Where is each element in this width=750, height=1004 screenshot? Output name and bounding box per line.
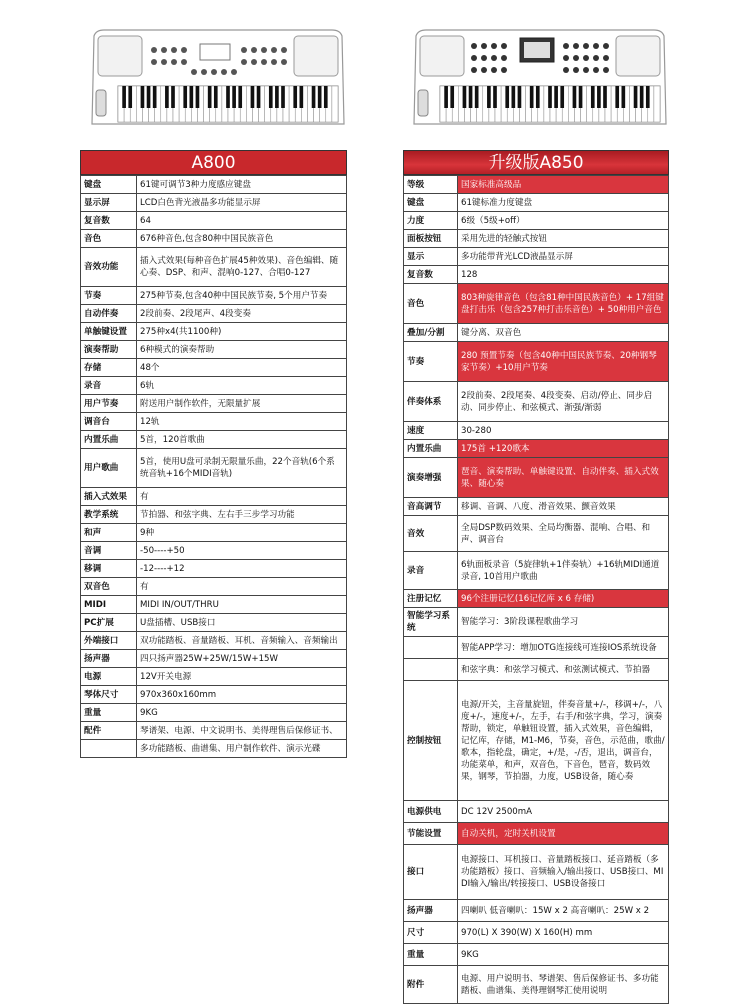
- spec-value: 四只扬声器25W+25W/15W+15W: [137, 650, 347, 668]
- black-key: [530, 86, 534, 108]
- spec-value: 2段前奏、2段尾声、4段变奏: [137, 305, 347, 323]
- black-key: [469, 86, 473, 108]
- black-key: [463, 86, 467, 108]
- black-key: [554, 86, 558, 108]
- spec-label: 配件: [81, 722, 137, 740]
- spec-row: [81, 614, 347, 632]
- spec-value: 节拍器、和弦字典、左右手三步学习功能: [137, 506, 347, 524]
- spec-value: 国家标准高级品: [458, 176, 669, 194]
- spec-value: 琶音、演奏帮助、单触键设置、自动伴奏、插入式效果、随心奏: [458, 458, 669, 498]
- spec-row: [81, 650, 347, 668]
- spec-row: [81, 248, 347, 287]
- black-key: [275, 86, 279, 108]
- spec-row: [81, 377, 347, 395]
- spec-row: [404, 422, 669, 440]
- black-key: [153, 86, 157, 108]
- spec-value: 970x360x160mm: [137, 686, 347, 704]
- spec-label: [404, 637, 458, 659]
- spec-row: [404, 590, 669, 608]
- spec-row: [404, 342, 669, 382]
- spec-row: [404, 440, 669, 458]
- spec-value: 30-280: [458, 422, 669, 440]
- spec-row: [81, 740, 347, 758]
- black-key: [269, 86, 273, 108]
- spec-label: 键盘: [404, 194, 458, 212]
- spec-value: 多功能踏板、曲谱集、用户制作软件、演示光碟: [137, 740, 347, 758]
- spec-label: 扬声器: [404, 900, 458, 922]
- spec-row: [404, 966, 669, 1004]
- spec-row: [404, 284, 669, 324]
- spec-value: 970(L) X 390(W) X 160(H) mm: [458, 922, 669, 944]
- spec-value: 有: [137, 488, 347, 506]
- spec-label: 音调: [81, 542, 137, 560]
- black-key: [300, 86, 304, 108]
- black-key: [548, 86, 552, 108]
- black-key: [238, 86, 242, 108]
- spec-label: 音色: [404, 284, 458, 324]
- spec-label: 复音数: [404, 266, 458, 284]
- spec-label: 显示: [404, 248, 458, 266]
- spec-value: 和弦字典：和弦学习模式、和弦测试模式、节拍器: [458, 659, 669, 681]
- black-key: [505, 86, 509, 108]
- spec-value: 双功能踏板、音量踏板、耳机、音频输入、音频输出: [137, 632, 347, 650]
- spec-value: 附送用户制作软件，无限量扩展: [137, 395, 347, 413]
- spec-label: 琴体尺寸: [81, 686, 137, 704]
- black-key: [190, 86, 194, 108]
- black-key: [318, 86, 322, 108]
- black-key: [634, 86, 638, 108]
- spec-value: 61键标准力度键盘: [458, 194, 669, 212]
- spec-row: [81, 668, 347, 686]
- a800-spec-column: [80, 150, 347, 758]
- spec-label: 节奏: [404, 342, 458, 382]
- black-key: [646, 86, 650, 108]
- spec-label: 节能设置: [404, 823, 458, 845]
- black-key: [493, 86, 497, 108]
- white-key: [654, 86, 660, 122]
- spec-row: [81, 323, 347, 341]
- spec-label: 双音色: [81, 578, 137, 596]
- spec-label: 等级: [404, 176, 458, 194]
- spec-value: 12轨: [137, 413, 347, 431]
- spec-value: 275种节奏,包含40种中国民族节奏, 5个用户节奏: [137, 287, 347, 305]
- black-key: [141, 86, 145, 108]
- spec-label: 面板按钮: [404, 230, 458, 248]
- spec-row: [404, 681, 669, 801]
- black-key: [622, 86, 626, 108]
- spec-label: 键盘: [81, 176, 137, 194]
- spec-value: 5首，使用U盘可录制无限量乐曲，22个音轨(6个系统音轨+16个MIDI音轨): [137, 449, 347, 488]
- spec-label: 移调: [81, 560, 137, 578]
- spec-value: 2段前奏、2段尾奏、4段变奏、启动/停止、同步启动、同步停止、和弦模式、渐强/渐弱: [458, 382, 669, 422]
- spec-row: [81, 686, 347, 704]
- spec-row: [404, 458, 669, 498]
- spec-label: 音色: [81, 230, 137, 248]
- spec-label: 电源: [81, 668, 137, 686]
- spec-label: 演奏帮助: [81, 341, 137, 359]
- black-key: [251, 86, 255, 108]
- black-key: [591, 86, 595, 108]
- spec-label: 力度: [404, 212, 458, 230]
- spec-label: [404, 659, 458, 681]
- spec-value: U盘插槽、USB接口: [137, 614, 347, 632]
- black-key: [312, 86, 316, 108]
- spec-row: [404, 266, 669, 284]
- spec-row: [404, 248, 669, 266]
- black-key: [450, 86, 454, 108]
- spec-label: 音高调节: [404, 498, 458, 516]
- spec-value: 9KG: [458, 944, 669, 966]
- black-key: [536, 86, 540, 108]
- a800-title: A800: [80, 150, 347, 175]
- spec-row: [404, 552, 669, 590]
- spec-value: MIDI IN/OUT/THRU: [137, 596, 347, 614]
- spec-label: 显示屏: [81, 194, 137, 212]
- black-key: [640, 86, 644, 108]
- spec-label: 用户节奏: [81, 395, 137, 413]
- spec-value: 6轨: [137, 377, 347, 395]
- spec-label: 内置乐曲: [404, 440, 458, 458]
- a850-title: 升级版A850: [403, 150, 669, 175]
- black-key: [597, 86, 601, 108]
- spec-row: [81, 413, 347, 431]
- spec-value: -12----+12: [137, 560, 347, 578]
- spec-value: 9KG: [137, 704, 347, 722]
- spec-row: [81, 632, 347, 650]
- black-key: [214, 86, 218, 108]
- spec-label: 音效功能: [81, 248, 137, 287]
- spec-label: 音效: [404, 516, 458, 552]
- spec-row: [81, 341, 347, 359]
- spec-row: [81, 596, 347, 614]
- spec-value: 电源、用户说明书、琴谱架、售后保修证书、多功能踏板、曲谱集、美得理钢琴汇使用说明: [458, 966, 669, 1004]
- spec-row: [81, 194, 347, 212]
- spec-row: [404, 212, 669, 230]
- spec-label: 节奏: [81, 287, 137, 305]
- spec-label: 教学系统: [81, 506, 137, 524]
- a850-spec-table: [403, 175, 669, 1004]
- spec-label: 用户歌曲: [81, 449, 137, 488]
- black-key: [165, 86, 169, 108]
- black-key: [257, 86, 261, 108]
- spec-label: 存储: [81, 359, 137, 377]
- spec-label: 插入式效果: [81, 488, 137, 506]
- spec-label: 速度: [404, 422, 458, 440]
- spec-row: [81, 560, 347, 578]
- spec-label: 录音: [81, 377, 137, 395]
- spec-label: 电源供电: [404, 801, 458, 823]
- spec-row: [404, 382, 669, 422]
- spec-label: 伴奏体系: [404, 382, 458, 422]
- spec-value: 6级（5级+off）: [458, 212, 669, 230]
- spec-value: 175首 +120歌本: [458, 440, 669, 458]
- spec-value: 6轨面板录音（5旋律轨+1伴奏轨）+16轨MIDI通道录音, 10首用户歌曲: [458, 552, 669, 590]
- spec-label: 外端接口: [81, 632, 137, 650]
- black-key: [560, 86, 564, 108]
- spec-value: 61键可调节3种力度感应键盘: [137, 176, 347, 194]
- spec-row: [81, 449, 347, 488]
- spec-row: [404, 637, 669, 659]
- spec-value: 全局DSP数码效果、全局均衡器、混响、合唱、和声、调音台: [458, 516, 669, 552]
- spec-row: [404, 659, 669, 681]
- black-key: [615, 86, 619, 108]
- spec-value: 12V开关电源: [137, 668, 347, 686]
- spec-row: [81, 506, 347, 524]
- spec-value: 移调、音调、八度、滑音效果、颤音效果: [458, 498, 669, 516]
- spec-label: PC扩展: [81, 614, 137, 632]
- spec-value: 电源接口、耳机接口、音量踏板接口、延音踏板（多功能踏板）接口、音频输入/输出接口、USB接口、MIDI输入/输出/转接接口、USB设备接口: [458, 845, 669, 900]
- spec-row: [81, 431, 347, 449]
- black-key: [603, 86, 607, 108]
- spec-label: 控制按钮: [404, 681, 458, 801]
- spec-row: [404, 194, 669, 212]
- black-key: [171, 86, 175, 108]
- black-key: [208, 86, 212, 108]
- spec-label: 调音台: [81, 413, 137, 431]
- spec-value: 280 预置节奏（包含40种中国民族节奏、20种钢琴家节奏）+10用户节奏: [458, 342, 669, 382]
- spec-row: [404, 845, 669, 900]
- spec-value: 智能APP学习：增加OTG连接线可连接IOS系统设备: [458, 637, 669, 659]
- spec-label: 附件: [404, 966, 458, 1004]
- spec-label: 注册记忆: [404, 590, 458, 608]
- spec-row: [81, 524, 347, 542]
- a850-keyboard-illustration: [410, 28, 670, 132]
- spec-row: [404, 922, 669, 944]
- spec-value: 64: [137, 212, 347, 230]
- spec-row: [81, 395, 347, 413]
- black-key: [444, 86, 448, 108]
- spec-label: [81, 740, 137, 758]
- spec-label: 演奏增强: [404, 458, 458, 498]
- spec-value: 48个: [137, 359, 347, 377]
- spec-value: DC 12V 2500mA: [458, 801, 669, 823]
- a800-keyboard-illustration: [88, 28, 348, 132]
- black-key: [293, 86, 297, 108]
- spec-label: 接口: [404, 845, 458, 900]
- spec-value: 插入式效果(每种音色扩展45种效果)、音色编辑、随心奏、DSP、和声、混响0-127、合唱0-127: [137, 248, 347, 287]
- black-key: [475, 86, 479, 108]
- spec-value: 96个注册记忆(16记忆库 x 6 存储): [458, 590, 669, 608]
- spec-value: LCD白色背光液晶多功能显示屏: [137, 194, 347, 212]
- spec-value: 有: [137, 578, 347, 596]
- spec-row: [404, 516, 669, 552]
- spec-label: 叠加/分割: [404, 324, 458, 342]
- spec-label: 重量: [81, 704, 137, 722]
- spec-value: 5首，120首歌曲: [137, 431, 347, 449]
- spec-row: [404, 900, 669, 922]
- black-key: [487, 86, 491, 108]
- spec-value: 676种音色,包含80种中国民族音色: [137, 230, 347, 248]
- spec-row: [404, 944, 669, 966]
- black-key: [128, 86, 132, 108]
- spec-row: [404, 498, 669, 516]
- a850-spec-column: [403, 150, 669, 1004]
- spec-row: [81, 287, 347, 305]
- spec-value: 琴谱架、电源、中文说明书、美得理售后保修证书、: [137, 722, 347, 740]
- spec-value: 智能学习：3阶段课程歌曲学习: [458, 608, 669, 637]
- spec-value: 自动关机，定时关机设置: [458, 823, 669, 845]
- spec-label: 单触键设置: [81, 323, 137, 341]
- spec-label: 扬声器: [81, 650, 137, 668]
- spec-label: 尺寸: [404, 922, 458, 944]
- spec-label: 智能学习系统: [404, 608, 458, 637]
- black-key: [579, 86, 583, 108]
- spec-label: 录音: [404, 552, 458, 590]
- spec-row: [404, 324, 669, 342]
- spec-row: [81, 578, 347, 596]
- spec-row: [404, 801, 669, 823]
- spec-value: 128: [458, 266, 669, 284]
- spec-value: 采用先进的轻触式按钮: [458, 230, 669, 248]
- spec-row: [81, 542, 347, 560]
- black-key: [324, 86, 328, 108]
- spec-label: 自动伴奏: [81, 305, 137, 323]
- a800-spec-table: [80, 175, 347, 758]
- black-key: [512, 86, 516, 108]
- spec-row: [404, 230, 669, 248]
- spec-label: 复音数: [81, 212, 137, 230]
- spec-row: [404, 608, 669, 637]
- spec-value: 四喇叭 低音喇叭：15W x 2 高音喇叭：25W x 2: [458, 900, 669, 922]
- spec-row: [404, 823, 669, 845]
- spec-label: 和声: [81, 524, 137, 542]
- spec-label: MIDI: [81, 596, 137, 614]
- black-key: [122, 86, 126, 108]
- spec-label: 重量: [404, 944, 458, 966]
- spec-row: [81, 230, 347, 248]
- black-key: [226, 86, 230, 108]
- spec-row: [81, 176, 347, 194]
- spec-row: [81, 359, 347, 377]
- black-key: [183, 86, 187, 108]
- spec-value: 电源/开关，主音量旋钮，伴奏音量+/-，移调+/-，八度+/-，速度+/-，左手，右手/和弦字典，学习，演奏帮助，锁定，单触钮设置，插入式效果，音色编辑，记忆库，存储，M1-M6，节奏，音色，示范曲，歌曲/歌本，指轮盘，确定，+/是，-/否，退出，调音台，功能菜单，和声，双音色，下音色，琶音，数码效果，钢琴，节拍器，力度，USB设备，随心奏: [458, 681, 669, 801]
- spec-label: 内置乐曲: [81, 431, 137, 449]
- spec-row: [81, 305, 347, 323]
- black-key: [196, 86, 200, 108]
- black-key: [518, 86, 522, 108]
- spec-value: 键分离、双音色: [458, 324, 669, 342]
- black-key: [232, 86, 236, 108]
- spec-value: 9种: [137, 524, 347, 542]
- white-key: [332, 86, 338, 122]
- spec-row: [81, 212, 347, 230]
- spec-value: 275种x4(共1100种): [137, 323, 347, 341]
- spec-row: [81, 704, 347, 722]
- black-key: [281, 86, 285, 108]
- spec-value: 803种旋律音色（包含81种中国民族音色）+ 17组键盘打击乐（包含257种打击乐音色）+ 50种用户音色: [458, 284, 669, 324]
- spec-value: 6种模式的演奏帮助: [137, 341, 347, 359]
- spec-row: [81, 488, 347, 506]
- spec-row: [404, 176, 669, 194]
- black-key: [147, 86, 151, 108]
- spec-value: 多功能带背光LCD液晶显示屏: [458, 248, 669, 266]
- spec-value: -50----+50: [137, 542, 347, 560]
- black-key: [573, 86, 577, 108]
- spec-row: [81, 722, 347, 740]
